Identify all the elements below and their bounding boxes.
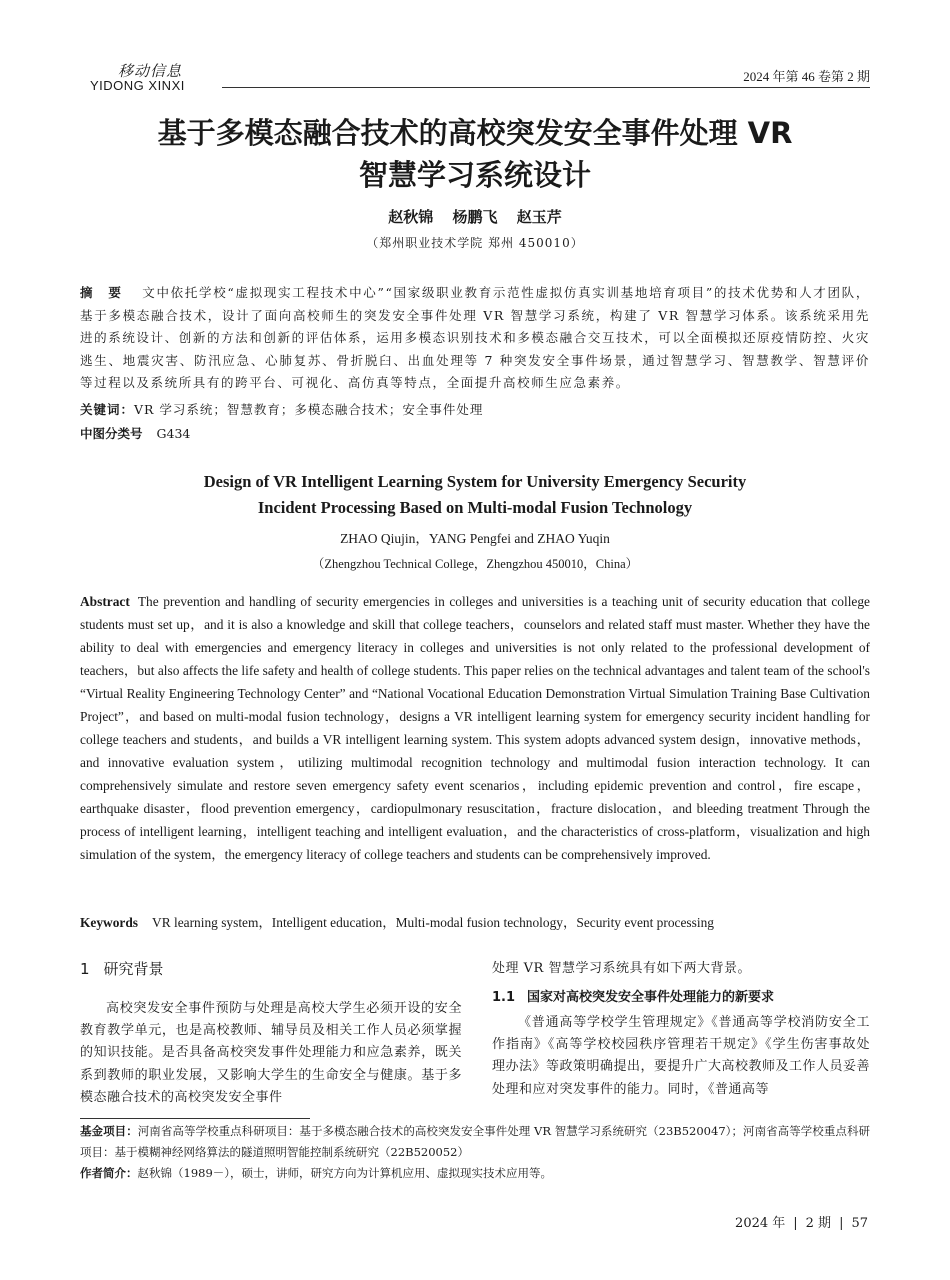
page-number: 57 xyxy=(851,1216,868,1231)
paper-title-line1: 基于多模态融合技术的高校突发安全事件处理 VR xyxy=(157,116,793,150)
en-affiliation: （Zhengzhou Technical College，Zhengzhou 450010，China） xyxy=(311,557,639,571)
footer-separator: | xyxy=(793,1216,798,1231)
header-rule xyxy=(222,87,870,88)
en-title-line1: Design of VR Intelligent Learning System for University Emergency Security xyxy=(203,472,747,491)
abstract-cn-text: 文中依托学校“虚拟现实工程技术中心”“国家级职业教育示范性虚拟仿真实训基地培育项目”的技术优势和人才团队，基于多模态融合技术，设计了面向高校师生的突发安全事件处理 VR 智慧学习系统，构建了 VR 智慧学习体系。该系统采用先进的系统设计、创新的方法和创新的评估体系，运用多模态识别技术和多模态融合交互技术，可以全面模拟还原疫情防控、火灾逃生、地震灾害、防汛应急、心肺复苏、骨折脱臼、出血处理等 7 种突发安全事件场景，通过智慧学习、智慧教学、智慧评价等过程以及系统所具有的跨平台、可视化、高仿真等特点，全面提升高校师生应急素养。 xyxy=(80,285,870,391)
abstract-en xyxy=(80,590,870,866)
author-bio-label: 作者简介： xyxy=(80,1166,138,1180)
section-heading xyxy=(80,958,164,979)
fund-label: 基金项目： xyxy=(80,1124,138,1138)
en-title-line2: Incident Processing Based on Multi-modal Fusion Technology xyxy=(257,498,693,517)
author-note xyxy=(80,1163,870,1184)
fund-note xyxy=(80,1121,870,1163)
issue-info: 2024 年第 46 卷第 2 期 xyxy=(743,69,870,84)
author-bio-text: 赵秋锦（1989－），硕士，讲师，研究方向为计算机应用、虚拟现实技术应用等。 xyxy=(137,1166,553,1180)
affiliation: （郑州职业技术学院 郑州 450010） xyxy=(366,236,584,250)
section1-body: 高校突发安全事件预防与处理是高校大学生必须开设的安全教育教学单元，也是高校教师、辅导员及相关工作人员必须掌握的知识技能。是否具备高校突发事件处理能力和应急素养，既关系到教师的职业发展，又影响大学生的生命安全与健康。基于多模态融合技术的高校突发安全事件 xyxy=(80,1001,462,1105)
en-authors: ZHAO Qiujin，YANG Pengfei and ZHAO Yuqin xyxy=(340,531,610,546)
footer-separator: | xyxy=(839,1216,844,1231)
keywords-cn-label: 关键词： xyxy=(80,402,135,417)
journal-name-en: YIDONG XINXI xyxy=(90,78,185,93)
fund-text: 河南省高等学校重点科研项目：基于多模态融合技术的高校突发安全事件处理 VR 智慧学习系统研究（23B520047）；河南省高等学校重点科研项目：基于模糊神经网络算法的隧道照明智能控制系统研究（22B520052） xyxy=(80,1124,870,1159)
page-footer xyxy=(735,1212,868,1231)
subsection-number: 1.1 xyxy=(492,990,516,1005)
clc-number xyxy=(80,424,190,442)
keywords-en-text: VR learning system，Intelligent education，Multi-modal fusion technology，Security event processing xyxy=(152,915,714,930)
footer-year: 2024 年 xyxy=(735,1216,786,1231)
abstract-en-label: Abstract xyxy=(80,594,130,609)
keywords-en xyxy=(80,912,714,931)
footnotes xyxy=(80,1121,870,1184)
footnote-rule xyxy=(80,1118,310,1119)
clc-label: 中图分类号 xyxy=(80,426,143,441)
section-title: 研究背景 xyxy=(103,960,164,978)
section1-continuation: 处理 VR 智慧学习系统具有如下两大背景。 xyxy=(492,961,751,976)
abstract-cn-label: 摘 要 xyxy=(80,285,123,300)
section-number: 1 xyxy=(80,960,90,978)
clc-value: G434 xyxy=(156,426,191,441)
subsection-title: 国家对高校突发安全事件处理能力的新要求 xyxy=(527,990,775,1005)
keywords-cn-text: VR 学习系统；智慧教育；多模态融合技术；安全事件处理 xyxy=(134,402,484,417)
keywords-en-label: Keywords xyxy=(80,915,139,930)
subsection1-body: 《普通高等学校学生管理规定》《普通高等学校消防安全工作指南》《高等学校校园秩序管理若干规定》《学生伤害事故处理办法》等政策明确提出，要提升广大高校教师及工作人员妥善处理和应对突发事件的能力。同时，《普通高等 xyxy=(492,1015,871,1097)
abstract-en-text: The prevention and handling of security emergencies in colleges and universities is a teaching unit of security education that college students must set up，and it is also a knowledge and skill that college teachers，counselors and related staff must master. Whether they have the ability to deal with emergencies and emergency literacy in colleges and universities is not only related to the professional development of teachers，but also affects the life safety and health of college students. This paper relies on the technical advantages and talent team of the school's “Virtual Reality Engineering Technology Center” and “National Vocational Education Demonstration Virtual Simulation Training Base Cultivation Project”，and based on multi-modal fusion technology，designs a VR intelligent learning system for emergency security incident handling for college teachers and students，and builds a VR intelligent learning system. This system adopts advanced system design，innovative methods，and innovative evaluation system，utilizing multimodal recognition technology and multimodal fusion interaction technology. It can comprehensively simulate and restore seven emergency safety event scenarios，including epidemic prevention and control，fire escape，earthquake disaster，flood prevention emergency，cardiopulmonary resuscitation，fracture dislocation，and bleeding treatment Through the process of intelligent learning，intelligent teaching and intelligent evaluation，and the characteristics of cross-platform，visualization and high simulation of the system，the emergency literacy of college teachers and students can be comprehensively improved. xyxy=(80,594,870,862)
abstract-cn xyxy=(80,282,870,395)
keywords-cn xyxy=(80,400,483,418)
journal-name-cn: 移动信息 xyxy=(118,62,183,80)
authors: 赵秋锦 杨鹏飞 赵玉芹 xyxy=(388,208,562,226)
paper-title-line2: 智慧学习系统设计 xyxy=(358,158,591,192)
footer-issue: 2 期 xyxy=(805,1216,832,1231)
subsection-heading xyxy=(492,986,774,1005)
